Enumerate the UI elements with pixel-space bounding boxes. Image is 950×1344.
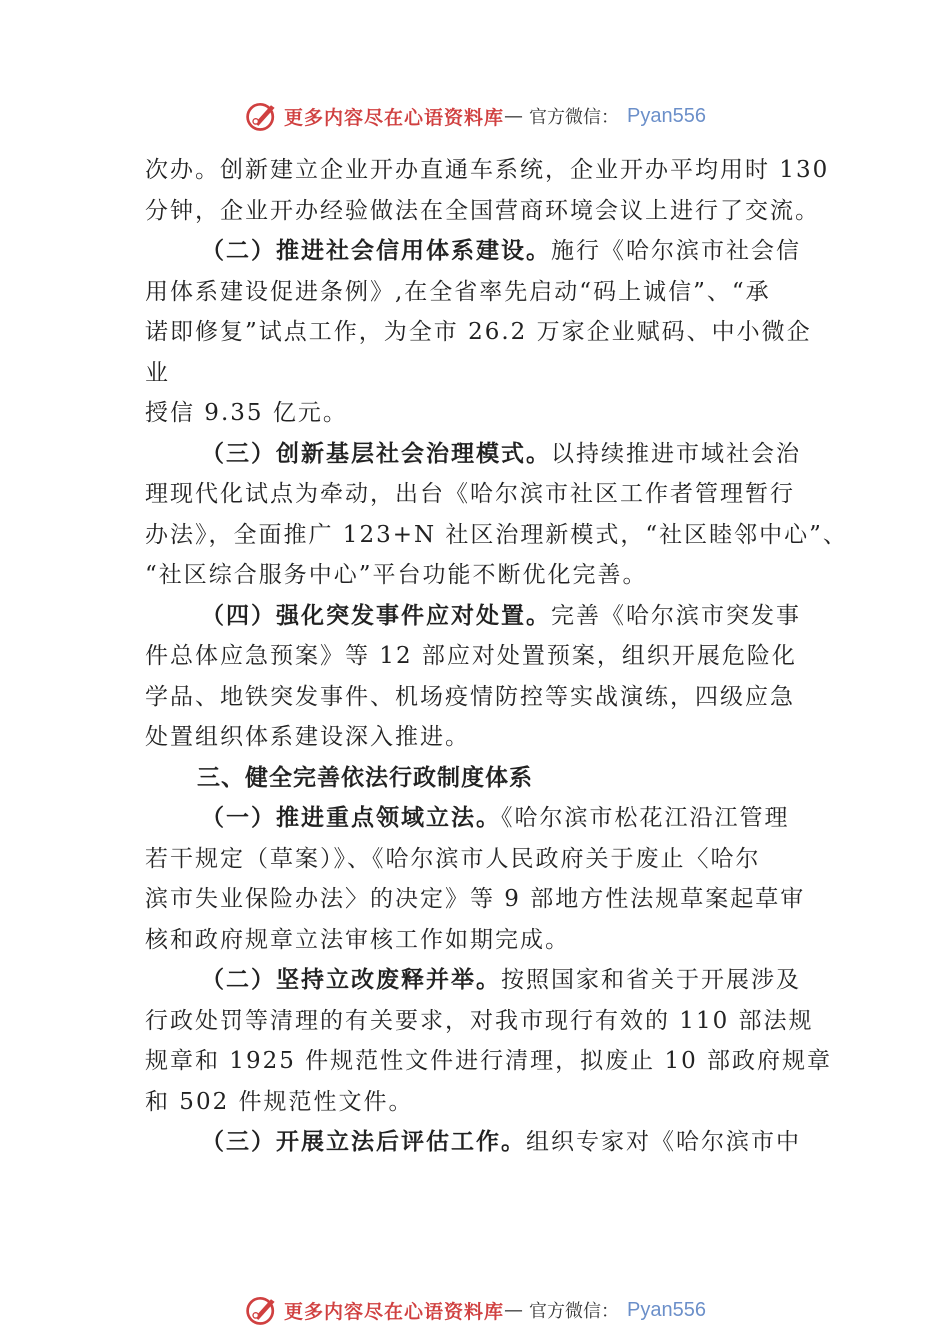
text-line bbox=[145, 231, 815, 272]
text-line bbox=[145, 960, 815, 1001]
watermark-dash: — bbox=[504, 105, 524, 127]
text-segment: 诺即修复”试点工作，为全市 26.2 万家企业赋码、中小微企 bbox=[145, 319, 812, 345]
text-segment: 组织专家对《哈尔滨市中 bbox=[526, 1129, 801, 1155]
text-segment: 处置组织体系建设深入推进。 bbox=[145, 724, 470, 750]
watermark-label: 官方微信： bbox=[529, 107, 620, 128]
text-line bbox=[145, 677, 815, 718]
text-segment: “社区综合服务中心”平台功能不断优化完善。 bbox=[145, 562, 648, 588]
paragraph-title: （三）开展立法后评估工作。 bbox=[201, 1129, 526, 1155]
paragraph-title: （四）强化突发事件应对处置。 bbox=[201, 602, 551, 629]
text-segment: 以持续推进市域社会治 bbox=[551, 440, 801, 467]
text-segment: 用体系建设促进条例》,在全省率先启动“码上诚信”、“承 bbox=[145, 278, 771, 305]
brand-logo-icon bbox=[244, 1292, 280, 1328]
watermark-dash: — bbox=[504, 1299, 524, 1321]
text-line bbox=[145, 393, 815, 434]
text-line bbox=[145, 555, 815, 596]
text-segment: 授信 9.35 亿元。 bbox=[145, 400, 348, 426]
text-line bbox=[145, 717, 815, 758]
brand-logo-icon bbox=[244, 98, 280, 134]
text-segment: 完善《哈尔滨市突发事 bbox=[551, 602, 801, 629]
text-segment: 和 502 件规范性文件。 bbox=[145, 1088, 414, 1115]
paragraph-title: （二）推进社会信用体系建设。 bbox=[201, 238, 551, 264]
text-segment: 行政处罚等清理的有关要求，对我市现行有效的 110 部法规 bbox=[145, 1007, 814, 1034]
watermark-wechat-id: Pyan556 bbox=[627, 104, 706, 127]
text-segment: 核和政府规章立法审核工作如期完成。 bbox=[145, 926, 570, 953]
paragraph-title: （三）创新基层社会治理模式。 bbox=[201, 440, 551, 467]
text-line bbox=[145, 636, 815, 677]
text-line bbox=[145, 272, 815, 313]
text-line bbox=[145, 920, 815, 961]
watermark-footer bbox=[0, 1290, 950, 1330]
text-line bbox=[145, 1122, 815, 1163]
text-segment: 按照国家和省关于开展涉及 bbox=[501, 967, 801, 993]
text-line bbox=[145, 353, 815, 394]
text-line bbox=[145, 312, 815, 353]
text-segment: 分钟，企业开办经验做法在全国营商环境会议上进行了交流。 bbox=[145, 197, 820, 224]
document-body bbox=[145, 150, 848, 1163]
text-segment: 理现代化试点为牵动，出台《哈尔滨市社区工作者管理暂行 bbox=[145, 481, 795, 507]
text-segment: 学品、地铁突发事件、机场疫情防控等实战演练，四级应急 bbox=[145, 683, 795, 710]
section-heading bbox=[145, 758, 815, 799]
text-segment: 滨市失业保险办法〉的决定》等 9 部地方性法规草案起草审 bbox=[145, 886, 806, 912]
text-line bbox=[145, 191, 820, 232]
text-line bbox=[145, 839, 815, 880]
text-line bbox=[145, 474, 815, 515]
text-segment: 施行《哈尔滨市社会信 bbox=[551, 238, 801, 264]
watermark-brand: 更多内容尽在心语资料库 bbox=[284, 106, 505, 129]
text-line bbox=[145, 596, 815, 637]
paragraph-title: （二）坚持立改废释并举。 bbox=[201, 967, 501, 993]
text-line bbox=[145, 1041, 833, 1082]
text-segment: 次办。创新建立企业开办直通车系统，企业开办平均用时 130 bbox=[145, 157, 830, 183]
text-line bbox=[145, 515, 848, 556]
watermark-label: 官方微信： bbox=[529, 1301, 620, 1322]
text-segment: 件总体应急预案》等 12 部应对处置预案，组织开展危险化 bbox=[145, 643, 797, 669]
text-segment: 业 bbox=[145, 359, 170, 386]
watermark-wechat-id: Pyan556 bbox=[627, 1298, 706, 1321]
text-segment: 办法》，全面推广 123+N 社区治理新模式，“社区睦邻中心”、 bbox=[145, 521, 848, 548]
watermark-brand: 更多内容尽在心语资料库 bbox=[284, 1300, 505, 1323]
text-segment: 《哈尔滨市松花江沿江管理 bbox=[501, 805, 790, 831]
text-segment: 规章和 1925 件规范性文件进行清理，拟废止 10 部政府规章 bbox=[145, 1048, 833, 1074]
text-line bbox=[145, 1082, 815, 1123]
paragraph-title: （一）推进重点领域立法。 bbox=[201, 805, 501, 831]
watermark-header bbox=[0, 96, 950, 136]
text-line bbox=[145, 434, 815, 475]
text-line bbox=[145, 798, 815, 839]
text-line bbox=[145, 1001, 815, 1042]
text-line bbox=[145, 879, 815, 920]
text-segment: 三、健全完善依法行政制度体系 bbox=[197, 764, 533, 791]
text-line bbox=[145, 150, 830, 191]
text-segment: 若干规定（草案）》、《哈尔滨市人民政府关于废止〈哈尔 bbox=[145, 845, 761, 872]
